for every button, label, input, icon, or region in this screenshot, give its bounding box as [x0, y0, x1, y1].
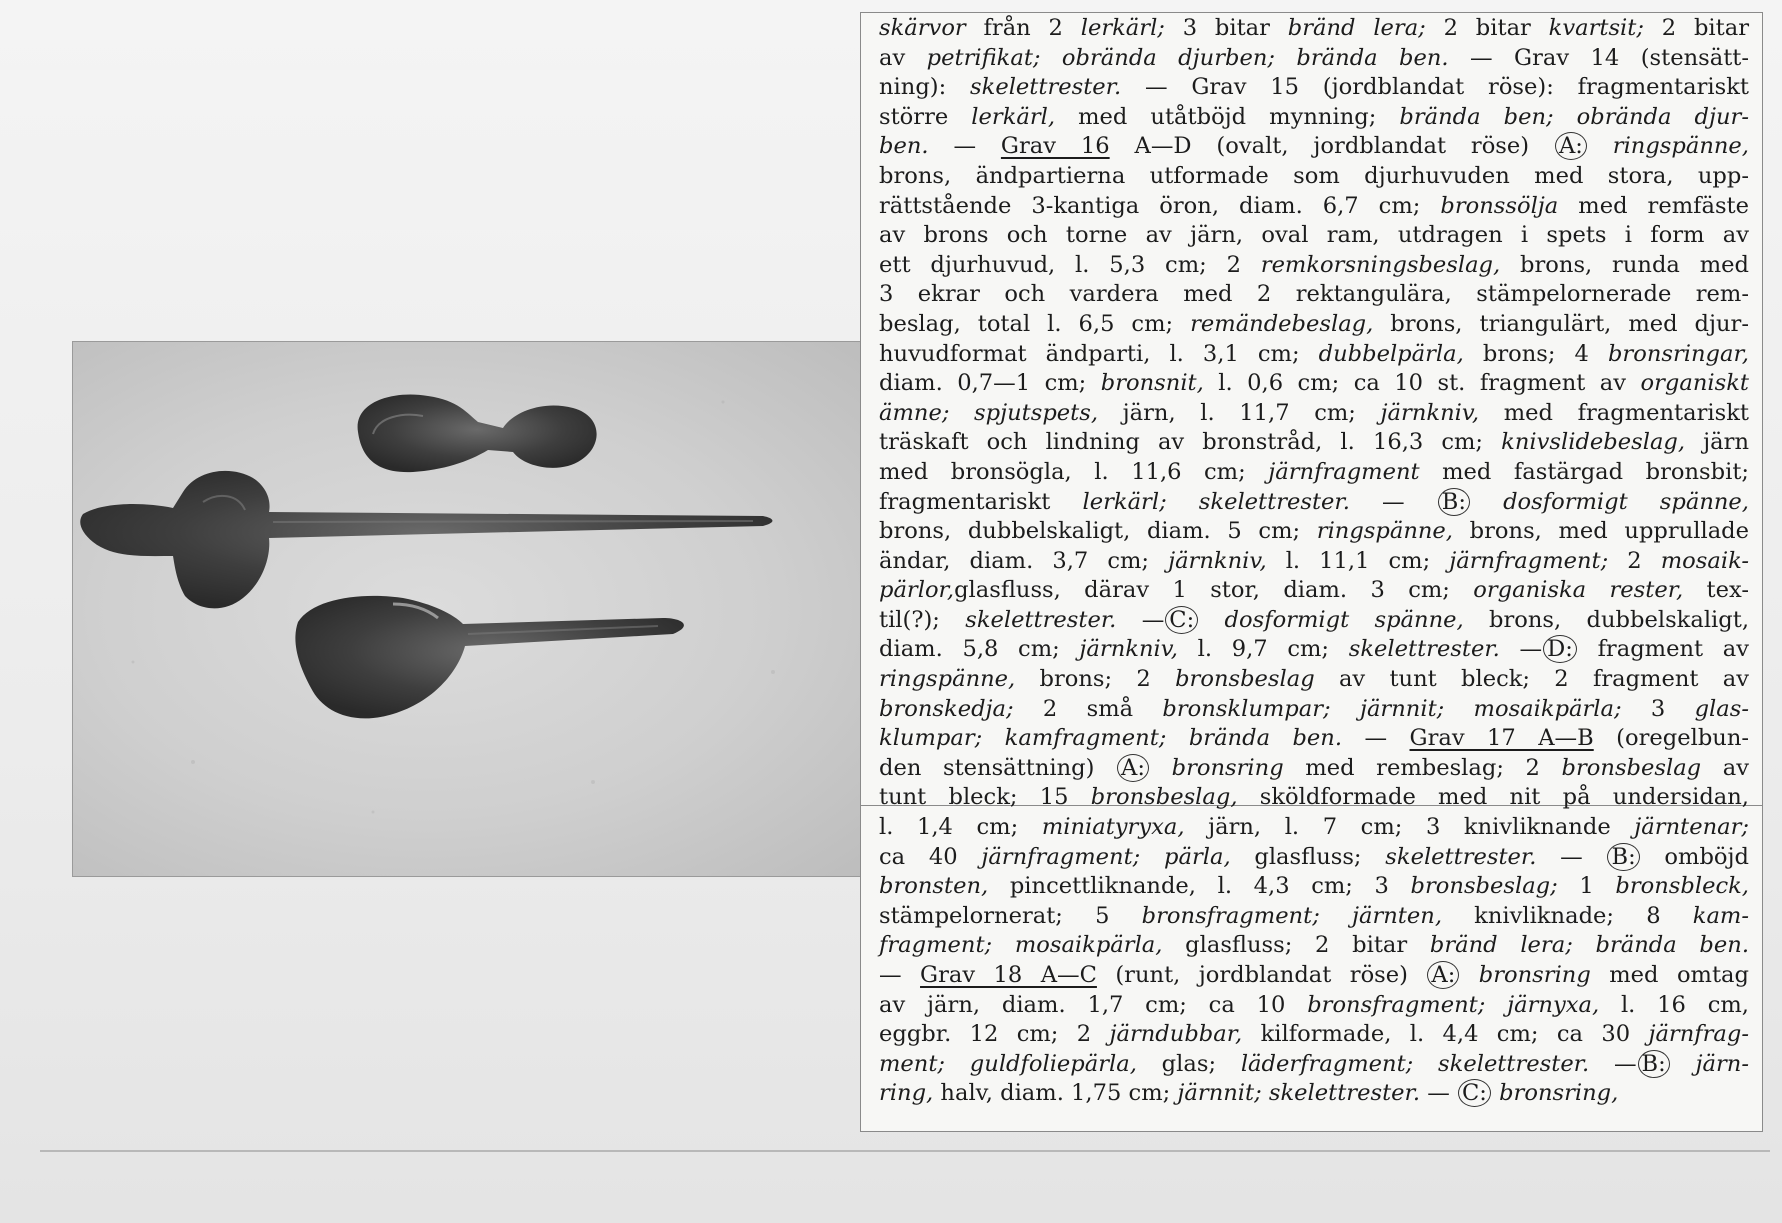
- text-run: pincettliknande, l. 4,3 cm; 3: [988, 873, 1411, 900]
- text-run: ring,: [879, 1080, 934, 1107]
- text-run: den stensättning): [879, 754, 1117, 781]
- text-run: bronsfragment; järnyxa,: [1307, 991, 1600, 1018]
- text-run: med bronsögla, l. 11,6 cm;: [879, 458, 1269, 485]
- text-run: huvudformat ändparti, l. 3,1 cm;: [879, 340, 1319, 367]
- text-line: [879, 902, 1749, 932]
- text-run: dubbelpärla,: [1318, 340, 1464, 367]
- text-run: brons, runda med: [1500, 251, 1749, 278]
- text-line: [879, 251, 1749, 281]
- text-run: klumpar; kamfragment; brända ben.: [879, 725, 1343, 752]
- text-run: l. 0,6 cm; ca 10 st. fragment av: [1203, 370, 1641, 397]
- text-run: lerkärl;: [1080, 15, 1165, 41]
- artifact-iron-spoon-knife: [295, 596, 684, 719]
- text-run: remändebeslag,: [1190, 310, 1374, 337]
- text-run: järnfragment: [1268, 458, 1420, 485]
- text-run: ment; guldfoliepärla,: [879, 1050, 1137, 1077]
- text-run: lerkärl,: [971, 103, 1056, 130]
- text-run: 3 bitar: [1164, 15, 1288, 41]
- text-run: ringspänne,: [1612, 133, 1749, 160]
- text-run: skelettrester.: [1385, 843, 1537, 870]
- text-run: sköldformade med nit på undersidan,: [1237, 784, 1749, 811]
- text-run: bronsbleck,: [1615, 873, 1749, 900]
- text-run: järnkniv,: [1079, 636, 1178, 663]
- text-line: [879, 724, 1749, 754]
- text-run: —: [1349, 488, 1437, 515]
- text-run: 2: [1608, 547, 1661, 574]
- text-run: bronsbeslag: [1175, 666, 1315, 693]
- text-run: tex-: [1683, 577, 1749, 604]
- text-run: diam. 0,7—1 cm;: [879, 370, 1101, 397]
- circled-marker: C:: [1165, 606, 1198, 634]
- text-run: av: [1701, 754, 1750, 781]
- text-line: [879, 1079, 1749, 1109]
- text-run: bronsbeslag,: [1090, 784, 1238, 811]
- text-run: [1588, 133, 1613, 159]
- text-run: brända ben; obrända djur-: [1399, 103, 1749, 130]
- text-run: från 2: [965, 15, 1081, 41]
- text-line: [879, 369, 1749, 399]
- text-run: ca 40: [879, 843, 982, 870]
- text-run: bronsbeslag: [1561, 754, 1702, 781]
- text-run: ringspänne,: [879, 666, 1016, 693]
- catalogue-text-clipping: [860, 12, 1763, 1132]
- text-line: [879, 221, 1749, 251]
- text-run: beslag, total l. 6,5 cm;: [879, 310, 1191, 337]
- text-line: [879, 872, 1749, 902]
- text-run: l. 16 cm,: [1599, 991, 1749, 1018]
- text-run: petrifikat; obrända djurben; brända ben.: [926, 44, 1449, 71]
- text-line: [879, 576, 1749, 606]
- circled-marker: A:: [1427, 961, 1459, 989]
- text-run: tunt bleck; 15: [879, 784, 1091, 811]
- text-run: bronsten,: [879, 873, 989, 900]
- text-run: kilformade, l. 4,4 cm; ca 30: [1242, 1021, 1649, 1048]
- text-run: bronsfragment; järnten,: [1141, 902, 1442, 929]
- text-run: brons; 2: [1015, 666, 1176, 693]
- text-run: —: [879, 962, 921, 988]
- text-run: [1199, 607, 1224, 633]
- text-run: miniatyryxa,: [1041, 814, 1185, 841]
- text-run: diam. 5,8 cm;: [879, 636, 1080, 663]
- text-line: [879, 783, 1749, 813]
- text-line: [879, 991, 1749, 1021]
- text-run: (oregelbun-: [1593, 725, 1750, 752]
- text-run: med fastärgad bronsbit;: [1419, 458, 1750, 485]
- text-line: [879, 103, 1749, 133]
- text-run: ben.: [879, 133, 929, 160]
- text-run: [1671, 1051, 1696, 1077]
- text-line: [879, 44, 1749, 74]
- text-line: [879, 517, 1749, 547]
- text-line: [879, 606, 1749, 636]
- catalogue-text: [879, 14, 1749, 1109]
- text-run: —: [1536, 843, 1607, 870]
- text-run: organiska rester,: [1473, 577, 1684, 604]
- text-run: brons, dubbelskaligt, diam. 5 cm;: [879, 518, 1317, 545]
- text-run: —: [1420, 1080, 1457, 1107]
- text-run: fragment av: [1577, 636, 1750, 663]
- text-run: l. 1,4 cm;: [879, 814, 1042, 841]
- text-run: 2 bitar: [1425, 15, 1549, 41]
- text-run: knivslidebeslag,: [1501, 429, 1686, 456]
- text-run: järn: [1685, 429, 1750, 456]
- text-run: glasfluss, därav 1 stor, diam. 3 cm;: [954, 577, 1474, 604]
- text-line: [879, 931, 1749, 961]
- text-run: av: [879, 44, 927, 71]
- text-run: —: [1342, 725, 1410, 752]
- text-run: bronsnit,: [1100, 370, 1204, 397]
- text-line: [879, 547, 1749, 577]
- text-run: ett djurhuvud, l. 5,3 cm; 2: [879, 251, 1261, 278]
- text-run: med fragmentariskt: [1479, 399, 1749, 426]
- text-run: glasfluss;: [1230, 843, 1386, 870]
- text-run: med rembeslag; 2: [1283, 754, 1562, 781]
- text-line: [879, 695, 1749, 725]
- text-run: — Grav 14 (stensätt-: [1448, 44, 1749, 71]
- text-run: 1: [1557, 873, 1616, 900]
- text-run: kvartsit;: [1548, 15, 1644, 41]
- text-run: brons; 4: [1463, 340, 1608, 367]
- text-run: fragmentariskt: [879, 488, 1083, 515]
- artifact-photo-graphic: [73, 342, 861, 876]
- text-run: järndubbar,: [1109, 1021, 1243, 1048]
- underlined-grave-label: Grav 16: [1000, 133, 1110, 160]
- text-run: ringspänne,: [1316, 518, 1453, 545]
- text-run: järntenar;: [1634, 814, 1750, 841]
- text-run: av järn, diam. 1,7 cm; ca 10: [879, 991, 1308, 1018]
- text-run: —: [928, 133, 1001, 160]
- circled-marker: B:: [1638, 1050, 1670, 1078]
- text-run: 2 små: [1013, 695, 1163, 722]
- text-line: [879, 14, 1749, 44]
- text-run: med remfäste: [1558, 192, 1749, 219]
- text-run: mosaik-: [1660, 547, 1749, 574]
- text-run: til(?);: [879, 606, 966, 633]
- text-run: [1150, 755, 1172, 781]
- text-run: träskaft och lindning av bronstråd, l. 16,3 cm;: [879, 429, 1502, 456]
- circled-marker: A:: [1117, 754, 1149, 782]
- page-fold-line: [40, 1150, 1770, 1152]
- text-run: lerkärl; skelettrester.: [1082, 488, 1350, 515]
- text-run: bronsbeslag;: [1410, 873, 1558, 900]
- text-run: —: [1116, 606, 1165, 633]
- text-line: [879, 310, 1749, 340]
- text-line: [879, 754, 1749, 784]
- text-run: organiskt: [1640, 370, 1749, 397]
- text-line: [879, 813, 1749, 843]
- text-run: bronsring: [1478, 962, 1591, 988]
- text-line: [879, 428, 1749, 458]
- artifact-bronze-fitting: [358, 395, 597, 473]
- text-line: [879, 192, 1749, 222]
- text-run: — Grav 15 (jordblandat röse): fragmentariskt: [1121, 74, 1750, 101]
- circled-marker: A:: [1555, 132, 1587, 160]
- text-line: [879, 1050, 1749, 1080]
- artifact-iron-knife: [80, 471, 772, 609]
- artifact-photograph: [72, 341, 862, 877]
- text-line: [879, 73, 1749, 103]
- circled-marker: B:: [1438, 488, 1470, 516]
- circled-marker: B:: [1607, 843, 1639, 871]
- text-run: —: [1499, 636, 1543, 663]
- text-run: läderfragment; skelettrester.: [1240, 1050, 1590, 1077]
- text-run: järn, l. 7 cm; 3 knivliknande: [1184, 814, 1635, 841]
- text-run: järnkniv,: [1168, 547, 1267, 574]
- text-line: [879, 488, 1749, 518]
- text-run: rättstående 3-kantiga öron, diam. 6,7 cm;: [879, 192, 1441, 219]
- text-run: kam-: [1692, 902, 1749, 929]
- text-run: [1460, 962, 1478, 988]
- text-run: skelettrester.: [965, 606, 1117, 633]
- circled-marker: C:: [1458, 1079, 1491, 1107]
- text-run: järnfrag-: [1648, 1021, 1749, 1048]
- text-run: ämne; spjutspets,: [879, 399, 1099, 426]
- text-run: ändar, diam. 3,7 cm;: [879, 547, 1169, 574]
- text-line: [879, 340, 1749, 370]
- text-line: [879, 961, 1749, 991]
- text-run: —: [1589, 1050, 1637, 1077]
- text-run: fragment; mosaikpärla,: [879, 932, 1163, 959]
- text-run: järnnit; skelettrester.: [1177, 1080, 1421, 1107]
- text-run: med utåtböjd mynning;: [1055, 103, 1400, 130]
- text-run: brons, triangulärt, med djur-: [1373, 310, 1749, 337]
- text-line: [879, 635, 1749, 665]
- text-line: [879, 458, 1749, 488]
- text-run: 3 ekrar och vardera med 2 rektangulära, stämpelornerade rem-: [879, 281, 1749, 308]
- text-run: järnfragment; pärla,: [981, 843, 1231, 870]
- text-line: [879, 665, 1749, 695]
- underlined-grave-label: Grav 18 A—C: [920, 962, 1097, 988]
- text-run: dosformigt spänne,: [1503, 488, 1749, 515]
- text-run: bronskedja;: [879, 695, 1014, 722]
- text-run: glasfluss; 2 bitar: [1162, 932, 1430, 959]
- text-run: skelettrester.: [1348, 636, 1500, 663]
- text-run: bronssölja: [1440, 192, 1559, 219]
- text-run: bronsring,: [1499, 1080, 1619, 1107]
- text-run: dosformigt spänne,: [1224, 606, 1464, 633]
- text-run: järnfragment;: [1449, 547, 1609, 574]
- text-line: [879, 280, 1749, 310]
- text-line: [879, 399, 1749, 429]
- text-run: halv, diam. 1,75 cm;: [933, 1080, 1178, 1107]
- text-line: [879, 162, 1749, 192]
- text-run: 3: [1621, 695, 1695, 722]
- text-run: skärvor: [879, 15, 966, 41]
- text-run: bränd lera;: [1287, 15, 1426, 41]
- text-run: järn, l. 11,7 cm;: [1098, 399, 1381, 426]
- text-line: [879, 1020, 1749, 1050]
- text-run: ning):: [879, 74, 971, 101]
- text-run: (runt, jordblandat röse): [1096, 962, 1427, 988]
- text-run: eggbr. 12 cm; 2: [879, 1021, 1110, 1048]
- text-run: bronsringar,: [1607, 340, 1749, 367]
- text-line: [879, 132, 1749, 162]
- text-run: bronsring: [1171, 754, 1284, 781]
- text-run: stämpelornerat; 5: [879, 902, 1142, 929]
- text-run: brons, ändpartierna utformade som djurhuvuden med stora, upp-: [879, 162, 1749, 189]
- text-run: glas-: [1694, 695, 1749, 722]
- text-run: A—D (ovalt, jordblandat röse): [1109, 133, 1554, 160]
- text-line: [879, 843, 1749, 873]
- text-run: skelettrester.: [970, 74, 1122, 101]
- text-run: större: [879, 103, 972, 130]
- text-run: av brons och torne av järn, oval ram, utdragen i spets i form av: [879, 222, 1749, 249]
- text-run: glas;: [1136, 1050, 1241, 1077]
- text-run: remkorsningsbeslag,: [1260, 251, 1501, 278]
- text-run: brons, dubbelskaligt,: [1463, 606, 1750, 633]
- text-run: knivliknade; 8: [1442, 902, 1693, 929]
- text-run: järn-: [1695, 1050, 1749, 1077]
- circled-marker: D:: [1543, 635, 1577, 663]
- text-run: av tunt bleck; 2 fragment av: [1314, 666, 1749, 693]
- text-run: med omtag: [1590, 962, 1749, 988]
- text-run: bronsklumpar; järnnit; mosaikpärla;: [1162, 695, 1622, 722]
- text-run: järnkniv,: [1380, 399, 1480, 426]
- text-run: brons, med upprullade: [1453, 518, 1749, 545]
- text-run: [1471, 489, 1503, 515]
- text-run: 2 bitar: [1643, 15, 1750, 41]
- text-run: omböjd: [1640, 843, 1749, 870]
- text-run: l. 9,7 cm;: [1177, 636, 1349, 663]
- underlined-grave-label: Grav 17 A—B: [1409, 725, 1594, 752]
- text-run: l. 11,1 cm;: [1266, 547, 1450, 574]
- text-run: pärlor,: [879, 577, 955, 604]
- text-run: bränd lera; brända ben.: [1429, 932, 1749, 959]
